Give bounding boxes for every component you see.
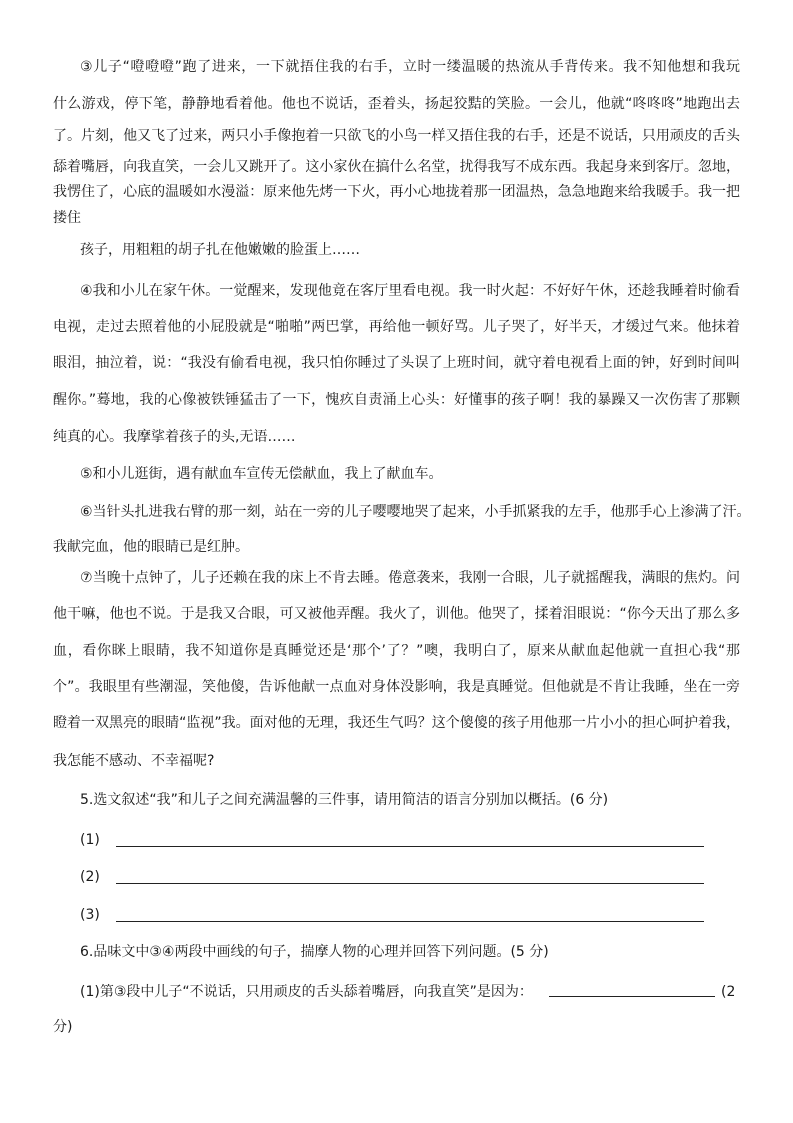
question-6-sub-1-text: (1)第③段中儿子“不说话，只用顽皮的舌头舔着嘴唇，向我直笑”是因为：	[80, 984, 533, 1000]
paragraph-3-line-2: 什么游戏，停下笔，静静地看着他。他也不说话，歪着头，扬起狡黠的笑脸。一会儿，他就“咚咚咚”地跑出去	[53, 96, 740, 112]
question-5-answer-line-2[interactable]	[116, 883, 704, 884]
paragraph-3-line-7: 孩子，用粗粗的胡子扎在他嫩嫩的脸蛋上……	[80, 242, 360, 258]
paragraph-7-line-6: 我怎能不感动、不幸福呢?	[53, 753, 215, 769]
paragraph-4-line-1: ④我和小儿在家午休。一觉醒来，发现他竟在客厅里看电视。我一时火起：不好好午休，还趁我睡着时偷看	[80, 283, 740, 299]
paragraph-7-line-2: 他干嘛，他也不说。于是我又合眼，可又被他弄醒。我火了，训他。他哭了，揉着泪眼说：“你今天出了那么多	[53, 606, 740, 622]
question-5-answer-line-3[interactable]	[116, 921, 704, 922]
paragraph-6-line-1: ⑥当针头扎进我右臂的那一刻，站在一旁的儿子嘤嘤地哭了起来，小手抓紧我的左手，他那手心上渗满了汗。	[80, 504, 751, 520]
question-5-item-2-label: (2)	[80, 869, 100, 885]
question-6-sub-1-answer-line[interactable]	[549, 996, 715, 997]
paragraph-4-line-3: 眼泪，抽泣着，说：“我没有偷看电视，我只怕你睡过了头误了上班时间，就守着电视看上面的钟，好到时间叫	[53, 355, 740, 371]
paragraph-4-line-4: 醒你。”蓦地，我的心像被铁锤猛击了一下，愧疚自责涌上心头：好懂事的孩子啊！我的暴躁又一次伤害了那颗	[53, 392, 740, 408]
paragraph-4-line-2: 电视，走过去照着他的小屁股就是“啪啪”两巴掌，再给他一顿好骂。儿子哭了，好半天，才缓过气来。他抹着	[53, 319, 740, 335]
question-5-prompt: 5.选文叙述“我”和儿子之间充满温馨的三件事，请用简洁的语言分别加以概括。(6 分)	[80, 792, 609, 808]
paragraph-3-line-3: 了。片刻，他又飞了过来，两只小手像抱着一只欲飞的小鸟一样又捂住我的右手，还是不说话，只用顽皮的舌头	[53, 128, 740, 144]
paragraph-3-line-4: 舔着嘴唇，向我直笑，一会儿又跳开了。这小家伙在搞什么名堂，扰得我写不成东西。我起身来到客厅。忽地，	[53, 159, 740, 175]
question-5-answer-line-1[interactable]	[116, 846, 704, 847]
paragraph-3-line-1: ③儿子“噔噔噔”跑了进来，一下就捂住我的右手，立时一缕温暖的热流从手背传来。我不知他想和我玩	[80, 59, 740, 75]
paragraph-7-line-4: 个”。我眼里有些潮湿，笑他傻，告诉他献一点血对身体没影响，我是真睡觉。但他就是不肯让我睡，坐在一旁	[53, 679, 740, 695]
question-6-prompt: 6.品味文中③④两段中画线的句子，揣摩人物的心理并回答下列问题。(5 分)	[80, 944, 549, 960]
question-5-item-1-label: (1)	[80, 832, 100, 848]
question-6-sub-1-score: (2	[721, 984, 736, 1000]
question-5-item-3-label: (3)	[80, 907, 100, 923]
question-6-sub-1-score-continued: 分)	[53, 1019, 73, 1035]
paragraph-3-line-5: 我愣住了，心底的温暖如水漫溢：原来他先烤一下火，再小心地拢着那一团温热，急急地跑来给我暖手。我一把	[53, 184, 740, 200]
paragraph-5-line-1: ⑤和小儿逛街，遇有献血车宣传无偿献血，我上了献血车。	[80, 466, 443, 482]
paragraph-7-line-5: 瞪着一双黑亮的眼睛“监视”我。面对他的无理，我还生气吗？这个傻傻的孩子用他那一片小小的担心呵护着我，	[53, 715, 740, 731]
paragraph-4-line-5: 纯真的心。我摩挲着孩子的头,无语……	[53, 429, 296, 445]
paragraph-7-line-1: ⑦当晚十点钟了，儿子还赖在我的床上不肯去睡。倦意袭来，我刚一合眼，儿子就摇醒我，满眼的焦灼。问	[80, 570, 740, 586]
paragraph-6-line-2: 我献完血，他的眼睛已是红肿。	[53, 539, 249, 555]
paragraph-7-line-3: 血，看你眯上眼睛，我不知道你是真睡觉还是‘那个’了？”噢，我明白了，原来从献血起他就一直担心我“那	[53, 643, 740, 659]
paragraph-3-line-6: 搂住	[53, 210, 81, 226]
